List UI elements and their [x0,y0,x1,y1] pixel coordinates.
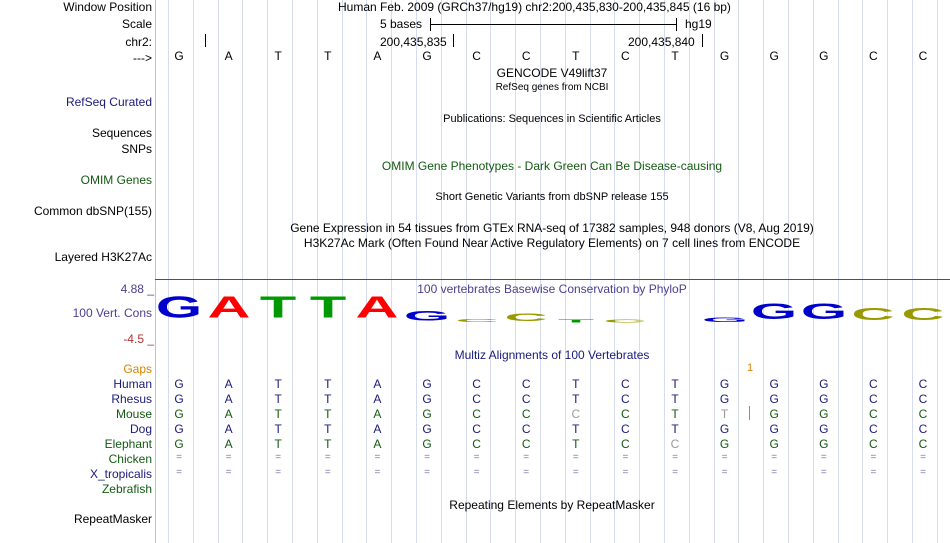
species-base: = [771,467,778,478]
refseq-track-subtitle: RefSeq genes from NCBI [495,82,609,93]
sequence-base: G [719,49,730,63]
dbsnp-track-title[interactable]: Short Genetic Variants from dbSNP release 155 [435,191,669,203]
scale-text: 5 bases [380,17,423,31]
species-base: T [572,392,580,406]
coord-tick-1 [453,34,454,47]
species-base: G [174,377,184,391]
gridline [937,0,938,543]
dbsnp-label[interactable]: Common dbSNP(155) [33,204,152,218]
species-label[interactable]: X_tropicalis [89,467,152,481]
conservation-letter: G [155,290,203,325]
species-base: C [869,377,878,391]
species-base: = [622,452,629,463]
species-base: A [224,437,233,451]
gridline [242,0,243,543]
repeatmasker-label[interactable]: RepeatMasker [73,512,152,526]
species-base: T [274,377,282,391]
species-base: T [324,407,332,421]
omim-track-title[interactable]: OMIM Gene Phenotypes - Dark Green Can Be Disease-causing [381,159,723,173]
species-label[interactable]: Zebrafish [101,482,152,496]
scale-bar-left-tick [430,18,431,31]
gtex-track-title[interactable]: Gene Expression in 54 tissues from GTEx RNA-seq of 17382 samples, 948 donors (V8, Aug 2019) [290,221,814,235]
gridline [490,0,491,543]
species-base: = [374,452,381,463]
species-base: C [621,392,630,406]
species-base: = [176,467,182,478]
sequence-base: T [572,49,580,63]
species-base: C [472,392,481,406]
species-base: = [572,467,579,478]
sequence-base: C [621,49,630,63]
species-base: G [719,377,730,391]
species-base: C [869,392,878,406]
gridline [342,0,343,543]
species-base: = [920,452,926,463]
species-base: G [174,392,184,406]
conservation-letter: G [800,299,847,325]
species-base: T [572,422,580,436]
species-base: C [521,377,531,391]
sequence-base: G [174,49,184,63]
conservation-letter: G [751,299,798,325]
conservation-letter: C [851,304,895,325]
sequence-base: T [324,49,332,63]
species-base: G [174,407,184,421]
gridline [838,0,839,543]
coord-label-1: 200,435,835 [380,35,447,49]
sequence-base: A [224,49,233,63]
species-label[interactable]: Mouse [115,407,152,421]
scale-label[interactable]: Scale [121,17,152,31]
species-base: = [225,452,232,463]
species-base: T [671,422,679,436]
sequence-base: C [869,49,878,63]
species-base: = [473,467,480,478]
sequence-base: G [422,49,432,63]
conservation-letter: C [504,311,548,324]
species-base: = [920,467,926,478]
coord-tick-start [205,34,206,47]
track-separator [155,279,950,280]
species-base: = [721,452,728,463]
conservation-letter: C [901,304,945,325]
conservation-letter: C [455,318,499,324]
conservation-letter: T [260,290,297,325]
species-base: C [472,377,481,391]
species-base: = [374,467,381,478]
species-base: A [373,392,382,406]
species-base: = [672,467,678,478]
species-base: G [174,422,184,436]
conservation-letter: T [557,318,594,324]
species-base: T [274,437,282,451]
species-base: = [523,452,530,463]
species-base: = [870,467,877,478]
species-base: A [224,407,233,421]
species-base: C [918,407,928,421]
species-base: = [275,467,282,478]
species-base: C [918,377,928,391]
phylop-max-value: 4.88 _ [120,282,154,296]
species-base: C [571,407,581,421]
image-left-border [155,0,156,543]
gridline [788,0,789,543]
gridline [689,0,690,543]
phylop-min-value: -4.5 _ [123,332,154,346]
species-base: C [918,392,928,406]
species-base: C [869,437,878,451]
species-base: = [324,452,331,463]
gridline [391,0,392,543]
gridline [441,0,442,543]
species-base: G [819,407,829,421]
conservation-letter: C [603,318,647,324]
sequence-base: A [373,49,382,63]
species-base: G [819,437,829,451]
conservation-letter: A [355,290,399,325]
sequences-label[interactable]: Sequences [91,126,152,140]
species-base: C [521,422,531,436]
gridline [193,0,194,543]
species-base: T [324,377,332,391]
gridline [738,0,739,543]
scale-assembly: hg19 [685,17,712,31]
coord-label-2: 200,435,840 [628,35,695,49]
gridline [887,0,888,543]
species-base: = [424,467,430,478]
sequence-base: G [819,49,829,63]
sequence-base: G [769,49,779,63]
species-label[interactable]: Human [113,377,152,391]
conservation-letter: A [207,290,251,325]
species-base: G [174,437,184,451]
species-base: = [176,452,182,463]
species-base: T [671,407,679,421]
species-base: A [373,437,382,451]
sequence-base: C [521,49,531,63]
species-base: = [424,452,430,463]
species-base: C [521,407,531,421]
species-base: A [224,377,233,391]
sequence-base: C [472,49,481,63]
species-base: A [373,422,382,436]
chrom-label[interactable]: chr2: [125,35,152,49]
snps-label[interactable]: SNPs [121,142,152,156]
species-base: G [819,377,829,391]
publications-track-title[interactable]: Publications: Sequences in Scientific Articles [443,113,661,125]
species-base: G [769,407,779,421]
species-base: A [373,377,382,391]
mouse-insertion-mark [749,406,750,420]
conservation-letter: T [309,290,346,325]
species-base: G [422,407,432,421]
species-base: = [820,452,827,463]
species-base: C [869,407,878,421]
sequence-base: C [918,49,928,63]
species-base: G [769,392,779,406]
species-base: G [422,392,432,406]
species-base: T [572,377,580,391]
gaps-label[interactable]: Gaps [123,362,152,376]
species-base: T [572,437,580,451]
species-base: C [621,437,630,451]
species-base: C [472,407,481,421]
species-base: = [622,467,629,478]
species-base: G [819,422,829,436]
species-base: C [521,437,531,451]
species-base: C [472,422,481,436]
refseq-curated-label[interactable]: RefSeq Curated [65,95,152,109]
window-position-text: Human Feb. 2009 (GRCh37/hg19) chr2:200,435,830-200,435,845 (16 bp) [338,0,731,14]
phylop-track-title[interactable]: 100 vertebrates Basewise Conservation by PhyloP [417,282,687,296]
species-base: G [719,437,730,451]
conservation-letter: G [701,315,748,324]
species-base: A [373,407,382,421]
species-base: C [869,422,878,436]
species-base: C [621,422,630,436]
coord-tick-2 [702,34,703,47]
species-base: = [721,467,728,478]
species-base: C [521,392,531,406]
species-base: T [324,437,332,451]
species-base: C [621,377,630,391]
sequence-base: T [671,49,679,63]
gridline [639,0,640,543]
species-base: G [719,392,730,406]
multiz-track-title[interactable]: Multiz Alignments of 100 Vertebrates [454,348,650,362]
species-base: T [274,407,282,421]
scale-bar-right-tick [676,18,677,31]
h3k27ac-track-title[interactable]: H3K27Ac Mark (Often Found Near Active Regulatory Elements) on 7 cell lines from ENCODE [303,236,801,250]
species-base: C [472,437,481,451]
species-base: = [572,452,579,463]
species-base: T [671,392,679,406]
species-base: G [422,437,432,451]
species-base: G [422,422,432,436]
species-base: = [771,452,778,463]
gencode-track-title[interactable]: GENCODE V49lift37 [496,66,608,80]
species-base: T [274,392,282,406]
species-base: A [224,392,233,406]
gridline [292,0,293,543]
species-label[interactable]: Dog [129,422,152,436]
window-position-label[interactable]: Window Position [63,0,152,14]
species-base: = [473,452,480,463]
species-label[interactable]: Rhesus [111,392,152,406]
species-base: = [275,452,282,463]
species-base: = [523,467,530,478]
species-base: G [769,377,779,391]
species-base: C [918,422,928,436]
species-base: C [621,407,630,421]
species-label[interactable]: Chicken [108,452,152,466]
scale-bar [430,24,676,25]
species-base: = [870,452,877,463]
species-base: T [324,422,332,436]
species-base: G [719,422,730,436]
species-base: = [324,467,331,478]
species-base: T [324,392,332,406]
species-label[interactable]: Elephant [104,437,152,451]
species-base: = [672,452,678,463]
species-base: T [671,377,679,391]
repeatmasker-track-title[interactable]: Repeating Elements by RepeatMasker [449,498,655,512]
species-base: G [422,377,432,391]
h3k27ac-label[interactable]: Layered H3K27Ac [54,250,152,264]
species-base: G [769,422,779,436]
species-base: C [670,437,680,451]
gap-count-mark: 1 [747,362,754,374]
strand-label[interactable]: ---> [133,51,152,65]
species-base: A [224,422,233,436]
omim-genes-label[interactable]: OMIM Genes [80,173,152,187]
species-base: G [819,392,829,406]
sequence-base: T [274,49,282,63]
cons-track-label[interactable]: 100 Vert. Cons [72,306,152,320]
species-base: T [720,407,729,421]
conservation-letter: G [403,308,451,324]
species-base: T [274,422,282,436]
species-base: C [918,437,928,451]
species-base: G [769,437,779,451]
species-base: = [225,467,232,478]
species-base: = [820,467,827,478]
